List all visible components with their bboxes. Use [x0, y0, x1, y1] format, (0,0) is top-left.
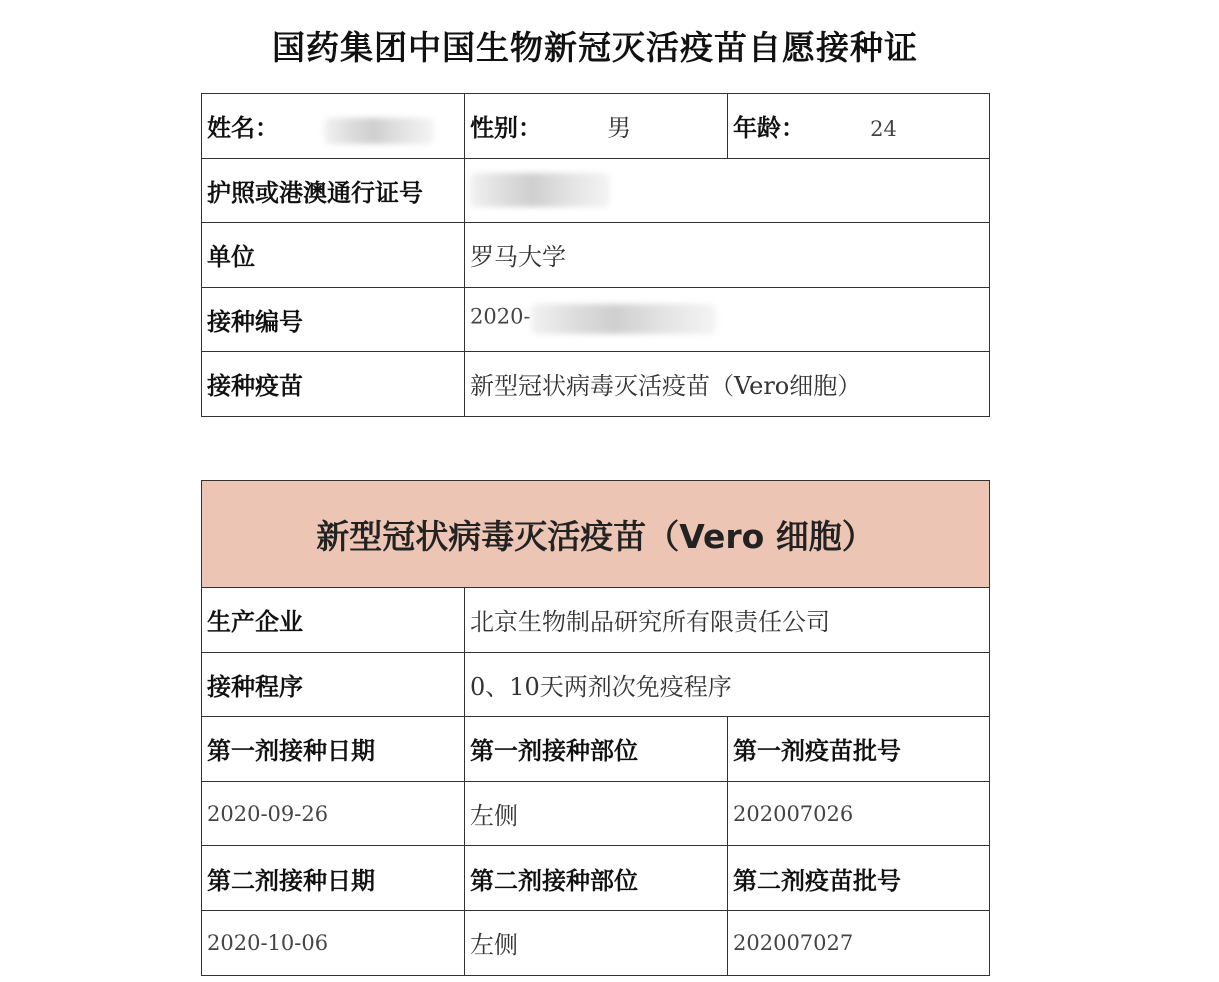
vacc-no-label-cell [202, 287, 465, 352]
schedule-label: 接种程序 [207, 672, 303, 701]
unit-value: 罗马大学 [470, 243, 566, 272]
dose2-batch-cell [728, 910, 990, 975]
dose1-date-cell [202, 781, 465, 846]
gender-value: 男 [607, 114, 632, 143]
table-row [202, 588, 990, 653]
table-row [202, 652, 990, 717]
dose1-batch-label-cell [728, 717, 990, 782]
schedule-value-cell [465, 652, 990, 717]
table-row [202, 481, 990, 588]
table-row [202, 846, 990, 911]
dose1-date-label: 第一剂接种日期 [207, 737, 375, 766]
maker-value: 北京生物制品研究所有限责任公司 [470, 608, 830, 637]
vacc-no-redacted [531, 304, 716, 334]
dose1-date-label-cell [202, 717, 465, 782]
table-row [202, 287, 990, 352]
dose1-date: 2020-09-26 [207, 801, 329, 826]
vaccine-label-cell [202, 352, 465, 417]
maker-label-cell [202, 588, 465, 653]
table-row [202, 352, 990, 417]
dose1-batch-cell [728, 781, 990, 846]
name-redacted [324, 118, 434, 144]
page-title: 国药集团中国生物新冠灭活疫苗自愿接种证 [272, 28, 918, 67]
dose2-date-label: 第二剂接种日期 [207, 866, 375, 895]
dose1-batch-label: 第一剂疫苗批号 [733, 737, 901, 766]
dose2-site-cell [465, 910, 728, 975]
dose2-batch-label: 第二剂疫苗批号 [733, 866, 901, 895]
dose1-batch: 202007026 [733, 801, 854, 826]
vaccine-banner: 新型冠状病毒灭活疫苗（Vero 细胞） [202, 481, 990, 588]
name-cell [202, 94, 465, 159]
schedule-value: 0、10天两剂次免疫程序 [470, 672, 732, 701]
vacc-no-label: 接种编号 [207, 307, 303, 336]
dose2-site: 左侧 [470, 931, 518, 960]
gender-label: 性别： [470, 114, 542, 143]
dose1-site: 左侧 [470, 802, 518, 831]
vaccine-value-cell [465, 352, 990, 417]
dose1-site-label: 第一剂接种部位 [470, 737, 638, 766]
schedule-label-cell [202, 652, 465, 717]
vaccine-label: 接种疫苗 [207, 372, 303, 401]
dose2-site-label: 第二剂接种部位 [470, 866, 638, 895]
dose1-site-label-cell [465, 717, 728, 782]
table-row [202, 158, 990, 223]
dose2-date-label-cell [202, 846, 465, 911]
passport-label-cell [202, 158, 465, 223]
table-row [202, 910, 990, 975]
vaccine-value: 新型冠状病毒灭活疫苗（Vero细胞） [470, 372, 862, 401]
dose2-batch-label-cell [728, 846, 990, 911]
passport-redacted [470, 173, 610, 207]
vaccination-record-table [201, 480, 990, 976]
dose2-site-label-cell [465, 846, 728, 911]
dose2-date: 2020-10-06 [207, 930, 329, 955]
gender-cell [465, 94, 728, 159]
age-cell [728, 94, 990, 159]
table-row [202, 94, 990, 159]
age-label: 年龄： [733, 114, 805, 143]
maker-label: 生产企业 [207, 608, 303, 637]
age-value: 24 [870, 117, 897, 142]
passport-value-cell [465, 158, 990, 223]
unit-label-cell [202, 223, 465, 288]
table-row [202, 781, 990, 846]
vacc-no-value: 2020- [470, 304, 531, 329]
dose2-batch: 202007027 [733, 930, 854, 955]
maker-value-cell [465, 588, 990, 653]
dose1-site-cell [465, 781, 728, 846]
passport-label: 护照或港澳通行证号 [207, 178, 423, 207]
vacc-no-value-cell [465, 287, 990, 352]
unit-value-cell [465, 223, 990, 288]
table-row [202, 223, 990, 288]
name-label: 姓名： [207, 113, 279, 142]
unit-label: 单位 [207, 243, 255, 272]
table-row [202, 717, 990, 782]
personal-info-table [201, 93, 990, 417]
dose2-date-cell [202, 910, 465, 975]
